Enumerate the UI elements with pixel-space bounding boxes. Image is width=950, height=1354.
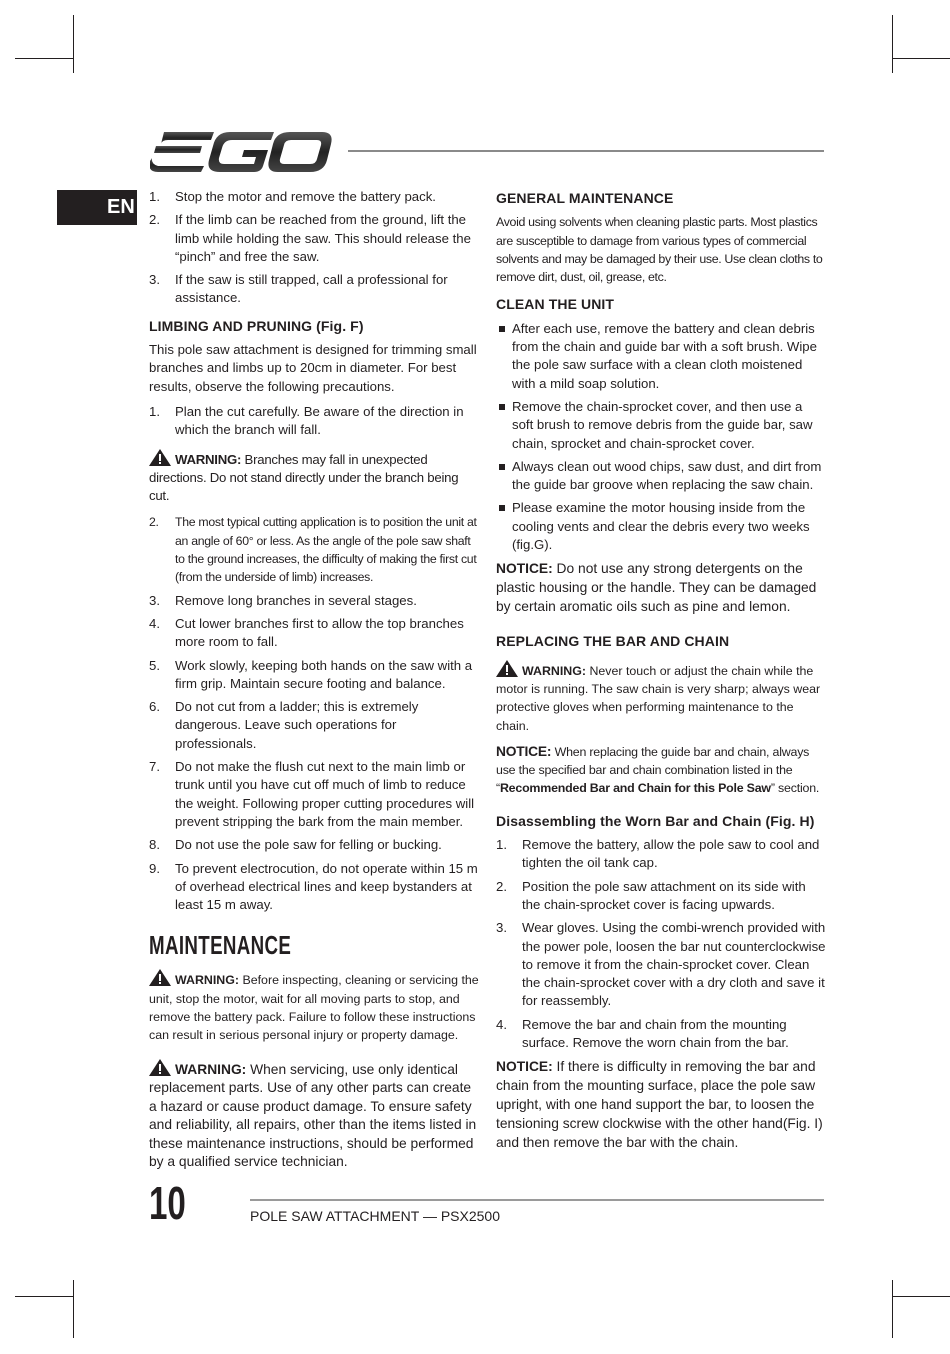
maintenance-heading: MAINTENANCE	[149, 930, 292, 961]
section-heading-limbing: LIMBING AND PRUNING (Fig. F)	[149, 317, 364, 334]
bullet-item: Remove the chain-sprocket cover, and then use a soft brush to remove debris from the guide bar, saw chain, sprocket and chain-sprocket cover.	[496, 398, 826, 453]
notice-block: NOTICE: If there is difficulty in removing the bar and chain from the mounting surface, place the pole saw upright, with one hand support the bar, to loosen the tensioning screw clockwise with the other hand(Fig. I) and then remove the bar with the chain.	[496, 1059, 823, 1151]
bullet-item: Always clean out wood chips, saw dust, and dirt from the guide bar groove when replacing the saw chain.	[496, 458, 826, 495]
list-item: 3. Remove long branches in several stages.	[149, 592, 417, 608]
section-heading-general-maintenance: GENERAL MAINTENANCE	[496, 190, 674, 206]
language-tab: EN	[57, 190, 137, 225]
warning-block: WARNING: Never touch or adjust the chain while the motor is running. The saw chain is very sharp; always wear protective gloves when performing maintenance to the chain.	[496, 660, 826, 735]
warning-block: WARNING: Before inspecting, cleaning or servicing the unit, stop the motor, wait for all moving parts to stop, and remove the battery pack. Failure to follow these instructions can result in serious personal injury or property damage.	[149, 969, 479, 1044]
bullet-item: After each use, remove the battery and clean debris from the chain and guide bar with a soft brush. Wipe the pole saw surface with a clean cloth moistened with a mild soap solution.	[496, 320, 826, 393]
crop-mark	[73, 1280, 74, 1338]
bullet-square-icon	[499, 404, 505, 410]
bullet-square-icon	[499, 464, 505, 470]
list-item: 3. If the saw is still trapped, call a professional for assistance.	[149, 272, 448, 306]
section-heading-disassembling: Disassembling the Worn Bar and Chain (Fig. H)	[496, 812, 815, 829]
warning-triangle-icon	[149, 969, 171, 986]
warning-block: WARNING: When servicing, use only identical replacement parts. Use of any other parts can create a hazard or cause product damage. To ensure safety and reliability, all repairs, other than the items listed in these maintenance instructions, should be performed by a qualified service technician.	[149, 1059, 479, 1172]
list-item: 2. Position the pole saw attachment on its side with the chain-sprocket cover is facing upwards.	[496, 878, 806, 912]
crop-mark	[15, 1296, 73, 1297]
warning-block: WARNING: Branches may fall in unexpected directions. Do not stand directly under the branch being cut.	[149, 449, 479, 506]
section-heading-replacing: REPLACING THE BAR AND CHAIN	[496, 633, 730, 650]
paragraph: This pole saw attachment is designed for trimming small branches and limbs up to 20cm in diameter. For best results, observe the following precautions.	[149, 342, 477, 394]
footer-title: POLE SAW ATTACHMENT — PSX2500	[250, 1208, 500, 1224]
warning-triangle-icon	[149, 1059, 171, 1076]
list-item: 5. Work slowly, keeping both hands on the saw with a firm grip. Maintain secure footing and balance.	[149, 657, 473, 691]
crop-mark	[73, 15, 74, 73]
crop-mark	[15, 58, 73, 59]
list-item: 8. Do not use the pole saw for felling or bucking.	[149, 837, 442, 853]
header-rule	[348, 150, 824, 152]
list-item: 6. Do not cut from a ladder; this is extremely dangerous. Leave such operations for professionals.	[149, 699, 419, 751]
right-column	[496, 188, 826, 1160]
list-item: 4. Cut lower branches first to allow the top branches more room to fall.	[149, 615, 464, 650]
list-item: 2. If the limb can be reached from the ground, lift the limb while holding the saw. This should release the “pinch” and free the saw.	[149, 212, 471, 264]
list-item: 3. Wear gloves. Using the combi-wrench provided with the power pole, loosen the bar nut counterclockwise to remove it from the chain-sprocket cover. Clean the chain-sprocket cover with a dry cloth and save it for reassembly.	[496, 920, 826, 1009]
crop-mark	[892, 58, 950, 59]
list-item: 4. Remove the bar and chain from the mounting surface. Remove the worn chain from the bar.	[496, 1016, 789, 1050]
list-item: 1. Remove the battery, allow the pole saw to cool and tighten the oil tank cap.	[496, 837, 820, 871]
warning-triangle-icon	[149, 449, 171, 466]
bullet-item: Please examine the motor housing inside from the cooling vents and clear the debris every two weeks (fig.G).	[496, 499, 826, 554]
list-item: 1. Stop the motor and remove the battery pack.	[149, 189, 436, 204]
crop-mark	[892, 1280, 893, 1338]
bullet-square-icon	[499, 505, 505, 511]
warning-triangle-icon	[496, 660, 518, 677]
footer-rule	[250, 1199, 824, 1201]
crop-mark	[892, 1296, 950, 1297]
ego-logo	[150, 128, 332, 172]
paragraph: Avoid using solvents when cleaning plastic parts. Most plastics are susceptible to damage from various types of commercial solvents and may be damaged by their use. Use clean cloths to remove dirt, dust, oil, grease, etc.	[496, 215, 823, 285]
list-item: 7. Do not make the flush cut next to the main limb or trunk until you have cut off much of limb to reduce the weight. Following proper cutting procedures will prevent stripping the bark from the main member.	[149, 759, 475, 829]
crop-mark	[892, 15, 893, 73]
list-item: 1. Plan the cut carefully. Be aware of the direction in which the branch will fall.	[149, 403, 464, 438]
list-item: 2. The most typical cutting application is to position the unit at an angle of 60° or less. As the angle of the pole saw shaft to the ground increases, the difficulty of making the first cut (from the underside of limb) increases.	[149, 515, 477, 585]
left-column	[149, 188, 479, 1180]
list-item: 9. To prevent electrocution, do not operate within 15 m of overhead electrical lines and keep bystanders at least 15 m away.	[149, 860, 478, 913]
page-number: 10	[149, 1177, 186, 1229]
notice-block: NOTICE: Do not use any strong detergents on the plastic housing or the handle. They can be damaged by certain aromatic oils such as pine and lemon.	[496, 561, 817, 615]
notice-block: NOTICE: When replacing the guide bar and chain, always use the specified bar and chain combination listed in the “Recommended Bar and Chain for this Pole Saw” section.	[496, 743, 820, 796]
section-heading-clean-the-unit: CLEAN THE UNIT	[496, 296, 615, 313]
bullet-square-icon	[499, 326, 505, 332]
